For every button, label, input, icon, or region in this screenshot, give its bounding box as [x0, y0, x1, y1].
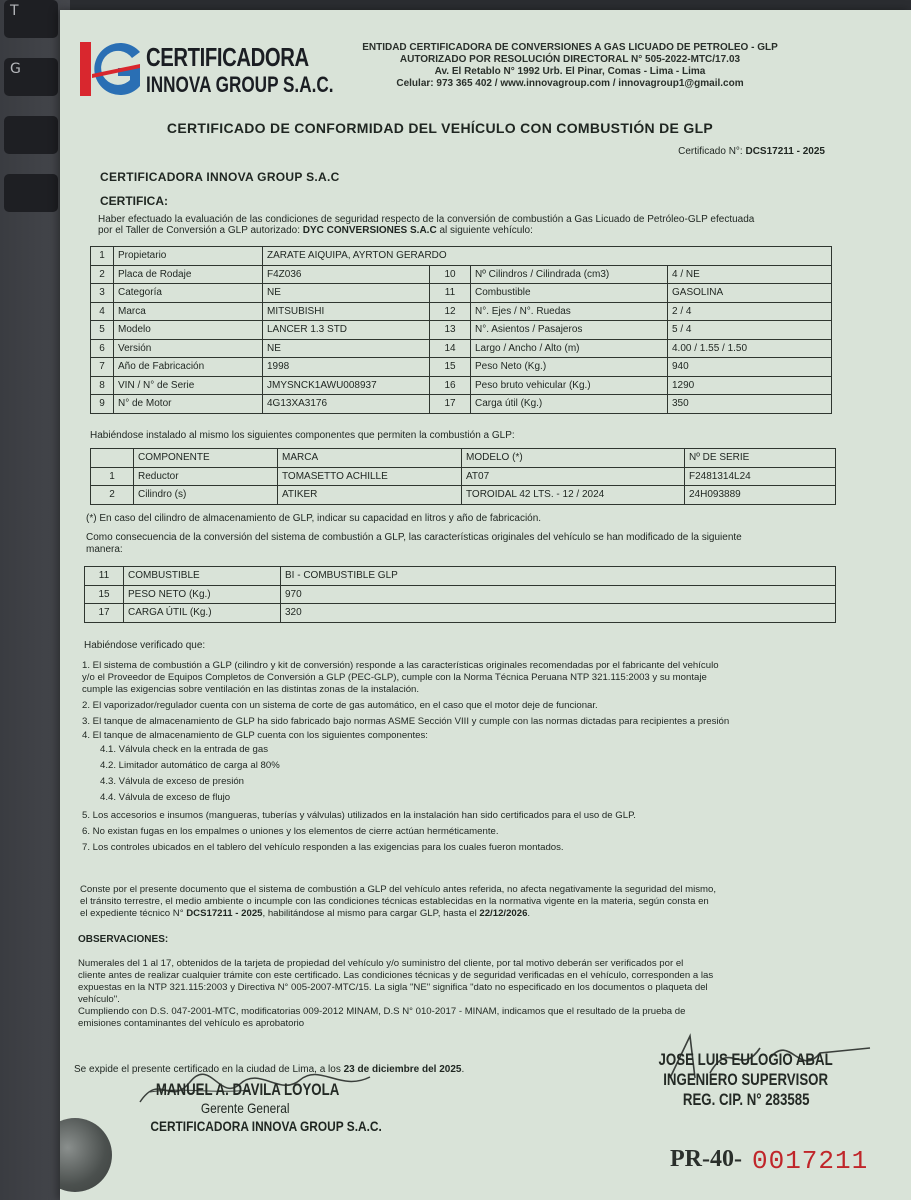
signatory-registration: REG. CIP. N° 283585: [682, 1090, 810, 1109]
logo-text-line2: INNOVA GROUP S.A.C.: [146, 72, 334, 97]
issued-line: Se expide el presente certificado en la ciudad de Lima, a los 23 de diciembre del 2025.: [74, 1064, 465, 1075]
table-cell: Placa de Rodaje: [114, 265, 263, 284]
table-cell: Año de Fabricación: [114, 358, 263, 377]
logo-text-line1: CERTIFICADORA: [146, 42, 309, 72]
modified-characteristics-table: [84, 566, 836, 623]
table-cell: 4: [91, 302, 114, 321]
table-cell: Carga útil (Kg.): [471, 395, 668, 414]
table-cell: 12: [430, 302, 471, 321]
seal-stamp-icon: [60, 1118, 112, 1192]
table-row: [91, 247, 832, 266]
components-intro: Habiéndose instalado al mismo los siguientes componentes que permiten la combustión a GLP:: [90, 430, 515, 441]
observations-heading: OBSERVACIONES:: [78, 934, 169, 945]
signature-block-right: [626, 1050, 866, 1110]
table-cell: 17: [85, 604, 124, 623]
table-cell: 970: [281, 585, 836, 604]
signatory-role: INGENIERO SUPERVISOR: [663, 1070, 829, 1089]
table-cell: CARGA ÚTIL (Kg.): [124, 604, 281, 623]
table-row: [91, 265, 832, 284]
table-cell: 13: [430, 321, 471, 340]
table-cell: 2: [91, 486, 134, 505]
header-line: Celular: 973 365 402 / www.innovagroup.com / innovagroup1@gmail.com: [396, 78, 744, 89]
table-cell: 24H093889: [685, 486, 836, 505]
header-line: Av. El Retablo N° 1992 Urb. El Pinar, Comas - Lima - Lima: [434, 66, 706, 77]
signatory-company: CERTIFICADORA INNOVA GROUP S.A.C.: [150, 1118, 382, 1134]
table-cell: JMYSNCK1AWU008937: [263, 376, 430, 395]
table-cell: 320: [281, 604, 836, 623]
intro-line: Haber efectuado la evaluación de las condiciones de seguridad respecto de la conversión de combustión a Gas Licuado de Petróleo-GLP efectuada: [98, 214, 755, 225]
table-cell: 6: [91, 339, 114, 358]
certificate-number-value: DCS17211 - 2025: [745, 146, 825, 157]
table-cell: N°. Ejes / N°. Ruedas: [471, 302, 668, 321]
table-row: [91, 358, 832, 377]
table-cell: Peso bruto vehicular (Kg.): [471, 376, 668, 395]
text-line: Conste por el presente documento que el sistema de combustión a GLP del vehículo antes referida, no afecta negativamente la seguridad del mismo,: [80, 884, 717, 895]
table-cell: 2: [91, 265, 114, 284]
logo-ig-icon: [78, 38, 148, 100]
verified-list: [82, 660, 872, 854]
table-cell: GASOLINA: [668, 284, 832, 303]
table-cell: ZARATE AIQUIPA, AYRTON GERARDO: [263, 247, 832, 266]
header-line: AUTORIZADO POR RESOLUCIÓN DIRECTORAL N° 505-2022-MTC/17.03: [399, 54, 741, 65]
table-cell: Largo / Ancho / Alto (m): [471, 339, 668, 358]
table-row: [91, 395, 832, 414]
table-cell: PESO NETO (Kg.): [124, 585, 281, 604]
table-cell: [91, 449, 134, 468]
table-cell: Nº Cilindros / Cilindrada (cm3): [471, 265, 668, 284]
table-header-cell: MARCA: [278, 449, 462, 468]
intro-paragraph: [98, 214, 808, 236]
table-cell: Propietario: [114, 247, 263, 266]
text-line: emisiones contaminantes del vehículo es aprobatorio: [78, 1018, 305, 1029]
cylinder-note: (*) En caso del cilindro de almacenamiento de GLP, indicar su capacidad en litros y año de fabricación.: [86, 513, 542, 524]
keyboard-key: T: [4, 0, 58, 38]
text-line: Numerales del 1 al 17, obtenidos de la tarjeta de propiedad del vehículo y/o suministro del cliente, por tal motivo deberán ser verificados por el: [78, 958, 684, 969]
table-cell: Marca: [114, 302, 263, 321]
table-header-cell: COMPONENTE: [134, 449, 278, 468]
keyboard-key: [4, 116, 58, 154]
certificate-number: [678, 146, 825, 157]
list-item: y/o el Proveedor de Equipos Completos de Conversión a GLP (PEC-GLP), cumple con la Norma Técnica Peruana NTP 321.115:2003 y su montaje: [82, 672, 707, 683]
table-cell: Cilindro (s): [134, 486, 278, 505]
company-logo: [78, 38, 334, 108]
text-line: el expediente técnico N° DCS17211 - 2025, habilitándose al mismo para cargar GLP, hasta el 22/12/2026.: [80, 908, 531, 919]
company-name: CERTIFICADORA INNOVA GROUP S.A.C: [100, 170, 340, 184]
table-cell: MITSUBISHI: [263, 302, 430, 321]
text-line: Cumpliendo con D.S. 047-2001-MTC, modificatorias 009-2012 MINAM, D.S N° 010-2017 - MINAM, indicamos que el resultado de la prueba de: [78, 1006, 686, 1017]
table-row: [91, 321, 832, 340]
signature-block-left: [130, 1080, 382, 1136]
table-cell: 2 / 4: [668, 302, 832, 321]
table-cell: N°. Asientos / Pasajeros: [471, 321, 668, 340]
table-header-cell: Nº DE SERIE: [685, 449, 836, 468]
certificate-document: [60, 10, 911, 1200]
table-cell: COMBUSTIBLE: [124, 567, 281, 586]
intro-line: por el Taller de Conversión a GLP autorizado: DYC CONVERSIONES S.A.C al siguiente vehículo:: [98, 225, 533, 236]
vehicle-data-table: [90, 246, 832, 414]
components-table: [90, 448, 836, 505]
table-cell: LANCER 1.3 STD: [263, 321, 430, 340]
table-cell: 16: [430, 376, 471, 395]
table-cell: 11: [85, 567, 124, 586]
table-row: [91, 302, 832, 321]
workshop-name: DYC CONVERSIONES S.A.C: [302, 225, 437, 236]
table-cell: 940: [668, 358, 832, 377]
table-row: [85, 567, 836, 586]
table-cell: 5: [91, 321, 114, 340]
document-title: CERTIFICADO DE CONFORMIDAD DEL VEHÍCULO CON COMBUSTIÓN DE GLP: [166, 120, 714, 136]
table-cell: 1: [91, 467, 134, 486]
list-item: 4.2. Limitador automático de carga al 80%: [100, 760, 280, 771]
table-cell: 1998: [263, 358, 430, 377]
table-cell: F2481314L24: [685, 467, 836, 486]
table-cell: BI - COMBUSTIBLE GLP: [281, 567, 836, 586]
text-line: manera:: [86, 544, 123, 555]
table-cell: 7: [91, 358, 114, 377]
table-cell: 1: [91, 247, 114, 266]
table-cell: Categoría: [114, 284, 263, 303]
table-row: [91, 486, 836, 505]
table-cell: 5 / 4: [668, 321, 832, 340]
table-cell: Reductor: [134, 467, 278, 486]
table-cell: 4 / NE: [668, 265, 832, 284]
list-item: 7. Los controles ubicados en el tablero del vehículo responden a las exigencias para los cuales fueron montados.: [82, 842, 564, 853]
table-cell: 9: [91, 395, 114, 414]
table-cell: 17: [430, 395, 471, 414]
list-item: 3. El tanque de almacenamiento de GLP ha sido fabricado bajo normas ASME Sección VIII y cumple con las normas dictadas para recipientes a presión: [82, 716, 730, 727]
table-cell: TOROIDAL 42 LTS. - 12 / 2024: [462, 486, 685, 505]
list-item: 4.4. Válvula de exceso de flujo: [100, 792, 231, 803]
table-cell: Modelo: [114, 321, 263, 340]
table-cell: NE: [263, 339, 430, 358]
table-cell: ATIKER: [278, 486, 462, 505]
signatory-role: Gerente General: [200, 1100, 290, 1116]
validity-date: 22/12/2026: [479, 908, 528, 919]
table-cell: 8: [91, 376, 114, 395]
text-line: expuestas en la NTP 321.115:2003 y Directiva N° 005-2007-MTC/15. La sigla "NE" significa "dato no especificado en los documentos o plaqueta del: [78, 982, 708, 993]
table-row: [91, 376, 832, 395]
serial-number: 0017211: [752, 1146, 869, 1176]
observations-paragraph: [78, 958, 868, 1030]
signatory-name: MANUEL A. DAVILA LOYOLA: [155, 1080, 340, 1099]
modified-intro: [86, 532, 846, 556]
table-row: [85, 604, 836, 623]
table-cell: 4.00 / 1.55 / 1.50: [668, 339, 832, 358]
list-item: 1. El sistema de combustión a GLP (cilindro y kit de conversión) responde a las características originales recomendadas por el fabricante del vehículo: [82, 660, 719, 671]
text-line: vehículo".: [78, 994, 120, 1005]
text-line: Como consecuencia de la conversión del sistema de combustión a GLP, las características originales del vehículo se han modificado de la siguiente: [86, 532, 742, 543]
table-cell: VIN / N° de Serie: [114, 376, 263, 395]
text-line: cliente antes de realizar cualquier trámite con este certificado. Las condiciones técnicas y de seguridad verificadas en el vehículo, corresponden a las: [78, 970, 714, 981]
list-item: cumple las exigencias sobre ventilación en las distintas zonas de la instalación.: [82, 684, 420, 695]
text-line: el tránsito terrestre, el medio ambiente o incumple con las condiciones técnicas establecidas en la normativa vigente en la materia, según consta en: [80, 896, 709, 907]
table-cell: 15: [430, 358, 471, 377]
keyboard-key: G: [4, 58, 58, 96]
verified-intro: Habiéndose verificado que:: [84, 640, 206, 651]
conste-paragraph: [80, 884, 870, 920]
table-cell: N° de Motor: [114, 395, 263, 414]
list-item: 4.1. Válvula check en la entrada de gas: [100, 744, 269, 755]
table-row: [85, 585, 836, 604]
certifica-heading: CERTIFICA:: [100, 194, 168, 208]
table-cell: AT07: [462, 467, 685, 486]
table-header-row: [91, 449, 836, 468]
table-cell: 10: [430, 265, 471, 284]
expediente-number: DCS17211 - 2025: [186, 908, 263, 919]
header-entity-info: [340, 42, 800, 90]
table-cell: 14: [430, 339, 471, 358]
certificate-number-label: Certificado N°:: [678, 146, 743, 157]
table-cell: 11: [430, 284, 471, 303]
table-cell: 1290: [668, 376, 832, 395]
list-item: 4.3. Válvula de exceso de presión: [100, 776, 244, 787]
table-cell: Combustible: [471, 284, 668, 303]
list-item: 4. El tanque de almacenamiento de GLP cuenta con los siguientes componentes:: [82, 730, 428, 741]
table-cell: 3: [91, 284, 114, 303]
keyboard-key: [4, 174, 58, 212]
table-cell: TOMASETTO ACHILLE: [278, 467, 462, 486]
list-item: 5. Los accesorios e insumos (mangueras, tuberías y válvulas) utilizados en la instalación han sido certificados para el uso de GLP.: [82, 810, 636, 821]
table-cell: NE: [263, 284, 430, 303]
table-cell: Peso Neto (Kg.): [471, 358, 668, 377]
header-line: ENTIDAD CERTIFICADORA DE CONVERSIONES A GAS LICUADO DE PETROLEO - GLP: [362, 42, 778, 53]
signatory-name: JOSE LUIS EULOGIO ABAL: [658, 1050, 834, 1069]
table-header-cell: MODELO (*): [462, 449, 685, 468]
table-cell: Versión: [114, 339, 263, 358]
table-row: [91, 467, 836, 486]
table-cell: 350: [668, 395, 832, 414]
issued-date: 23 de diciembre del 2025: [343, 1064, 462, 1075]
list-item: 2. El vaporizador/regulador cuenta con un sistema de corte de gas automático, en el caso que el motor deje de funcionar.: [82, 700, 598, 711]
table-cell: 4G13XA3176: [263, 395, 430, 414]
table-cell: 15: [85, 585, 124, 604]
list-item: 6. No existan fugas en los empalmes o uniones y los elementos de cierre actúan herméticamente.: [82, 826, 499, 837]
form-code: PR-40-: [670, 1146, 742, 1172]
table-row: [91, 339, 832, 358]
table-row: [91, 284, 832, 303]
table-cell: F4Z036: [263, 265, 430, 284]
